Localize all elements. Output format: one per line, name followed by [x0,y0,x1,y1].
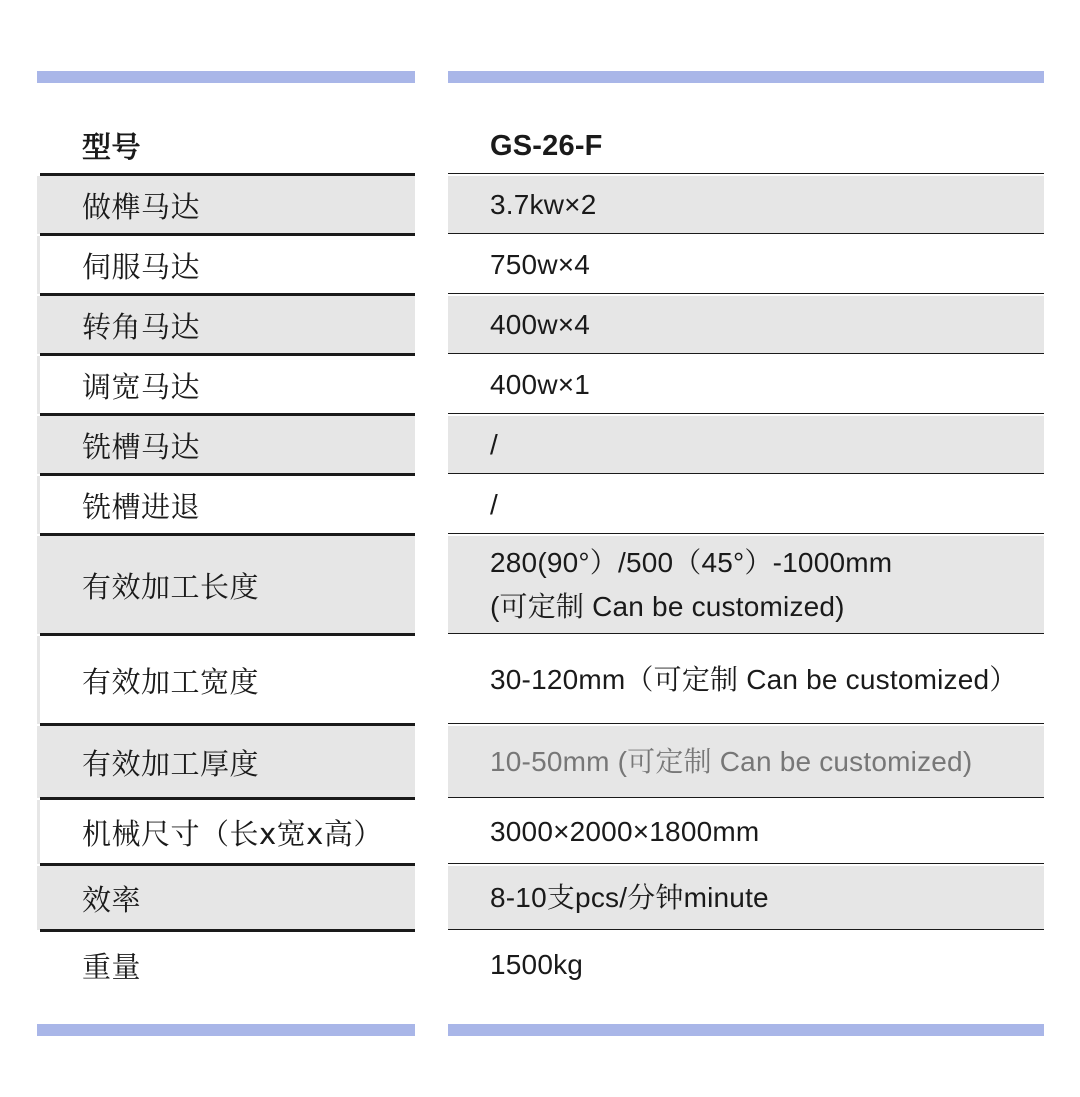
table-header-row [0,117,1080,174]
table-row [0,636,1080,724]
row-label-cell [37,726,415,798]
row-label: 有效加工厚度 [82,746,260,781]
right-margin [1044,0,1080,1097]
row-value: 750w×4 [490,249,591,280]
table-row [0,866,1080,930]
top-right-accent-bar [448,71,1044,83]
bottom-left-accent-bar [37,1024,415,1036]
row-label: 重量 [82,949,142,984]
row-label: 铣槽马达 [82,429,201,464]
bottom-right-accent-bar [448,1024,1044,1036]
table-row [0,536,1080,634]
row-value: 400w×1 [490,369,591,400]
row-value: / [490,489,498,520]
row-label-cell [37,536,415,634]
row-value-cell [448,236,1044,294]
header-label-cell [37,117,415,174]
model-number: GS-26-F [490,129,603,162]
table-row [0,726,1080,798]
row-label-cell [37,416,415,474]
row-label-cell [37,296,415,354]
row-label: 铣槽进退 [82,489,201,524]
table-row [0,176,1080,234]
row-value-cell [448,636,1044,724]
table-row [0,356,1080,414]
row-label: 机械尺寸（长x宽x高） [82,816,383,851]
row-label-cell [37,176,415,234]
row-value: / [490,429,498,460]
row-value: 1500kg [490,949,584,980]
row-label-cell [37,236,415,294]
row-value: 8-10支pcs/分钟minute [490,882,769,913]
row-value-cell [448,476,1044,534]
row-label-cell [37,636,415,724]
row-value-cell [448,726,1044,798]
row-label: 效率 [82,882,142,917]
row-value: 400w×4 [490,309,591,340]
row-label-cell [37,932,415,998]
row-label: 转角马达 [82,309,201,344]
row-value-cell [448,296,1044,354]
row-value-cell [448,416,1044,474]
row-value-cell [448,356,1044,414]
row-value-cell [448,866,1044,930]
row-label: 调宽马达 [82,369,201,404]
row-value-cell [448,800,1044,864]
row-value: 10-50mm (可定制 Can be customized) [490,746,973,777]
row-label-cell [37,866,415,930]
row-value-cell [448,176,1044,234]
table-row [0,476,1080,534]
header-value-cell [448,117,1044,174]
row-value-line-1: 280(90°）/500（45°）-1000mm [490,547,893,578]
table-row [0,236,1080,294]
row-label-cell [37,476,415,534]
table-row [0,932,1080,998]
table-row [0,296,1080,354]
row-value: 3000×2000×1800mm [490,816,760,847]
row-label-cell [37,356,415,414]
row-value-line-2: (可定制 Can be customized) [490,591,845,622]
row-label: 有效加工宽度 [82,664,260,699]
row-label-cell [37,800,415,864]
table-row [0,800,1080,864]
row-value-cell [448,536,1044,634]
row-label: 伺服马达 [82,249,201,284]
row-value: 30-120mm（可定制 Can be customized） [490,664,1018,695]
top-left-accent-bar [37,71,415,83]
header-label: 型号 [82,130,142,164]
row-label: 做榫马达 [82,189,201,224]
row-value: 3.7kw×2 [490,189,597,220]
row-value-cell [448,932,1044,998]
table-row [0,416,1080,474]
row-label: 有效加工长度 [82,569,260,604]
